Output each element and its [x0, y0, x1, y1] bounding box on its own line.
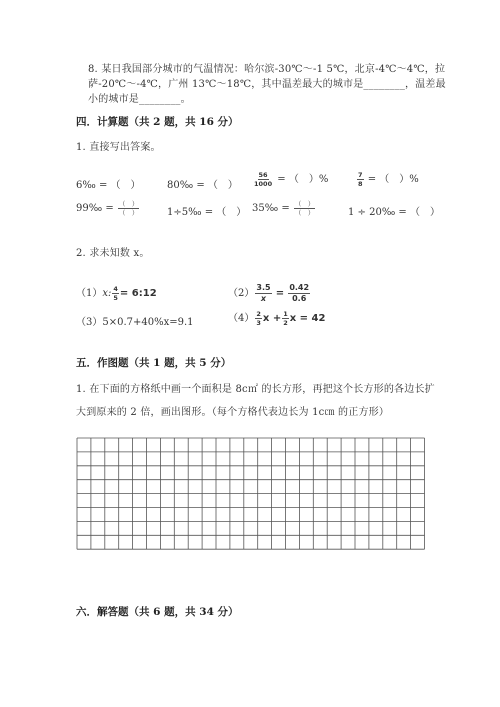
grid-paper[interactable] — [76, 437, 426, 550]
q8-line-2: 萨-20℃～-4℃，广州 13℃～18℃，其中温差最大的城市是________，温差最 — [88, 79, 446, 90]
calc-r2-a: 99‰ = $\frac{( )}{( )}$ — [76, 200, 139, 217]
section-4-q2-title: 2. 求未知数 x。 — [76, 248, 150, 259]
calc-r2-d: 1 ÷ 20‰ = （ ） — [348, 207, 440, 218]
calc-r1-c-fraction: $\frac{56}{1000}$ — [254, 171, 273, 188]
q8-line-3: 小的城市是________。 — [88, 94, 191, 105]
q8-line-1: 8. 某日我国部分城市的气温情况：哈尔滨-30℃～-1 5℃，北京-4℃～4℃，拉 — [88, 64, 446, 75]
section-5-q1-line-1: 1. 在下面的方格纸中画一个面积是 8c㎡ 的长方形，再把这个长方形的各边长扩 — [76, 384, 435, 395]
section-5-heading: 五．作图题（共 1 题，共 5 分） — [76, 357, 232, 369]
equation-4: （4） $\frac{2}{3}$ x + $\frac{1}{2}$ x = 42 — [228, 310, 326, 327]
calc-r1-a: 6‰ = （ ） — [76, 180, 141, 191]
calc-r2-c-fraction: $\frac{( )}{( )}$ — [294, 200, 315, 217]
calc-r2-c: 35‰ = $\frac{( )}{( )}$ — [252, 200, 315, 217]
section-5-q1-line-2: 大到原来的 2 倍，画出图形。（每个方格代表边长为 1c㎝ 的正方形） — [76, 407, 390, 418]
calc-r2-b: 1÷5‰ = （ ） — [167, 207, 247, 218]
equation-3: （3）5×0.7+40%x=9.1 — [76, 317, 194, 328]
calc-r1-b: 80‰ = （ ） — [167, 180, 238, 191]
section-6-heading: 六．解答题（共 6 题，共 34 分） — [76, 606, 239, 618]
equation-2: （2） $\frac{3.5}{x}$ = $\frac{0.42}{0.6}$ — [228, 283, 310, 303]
calc-r1-d: $\frac{7}{8}$ = （ ）% — [358, 171, 419, 188]
calc-r1-d-fraction: $\frac{7}{8}$ — [358, 171, 363, 188]
section-4-heading: 四．计算题（共 2 题，共 16 分） — [76, 116, 239, 128]
equation-1: （1）x: $\frac{4}{5}$ = 6:12 — [76, 285, 157, 302]
calc-r2-a-fraction: $\frac{( )}{( )}$ — [118, 200, 139, 217]
section-4-q1-title: 1. 直接写出答案。 — [76, 142, 161, 153]
calc-r1-c: $\frac{56}{1000}$ = （ ）% — [254, 171, 329, 188]
